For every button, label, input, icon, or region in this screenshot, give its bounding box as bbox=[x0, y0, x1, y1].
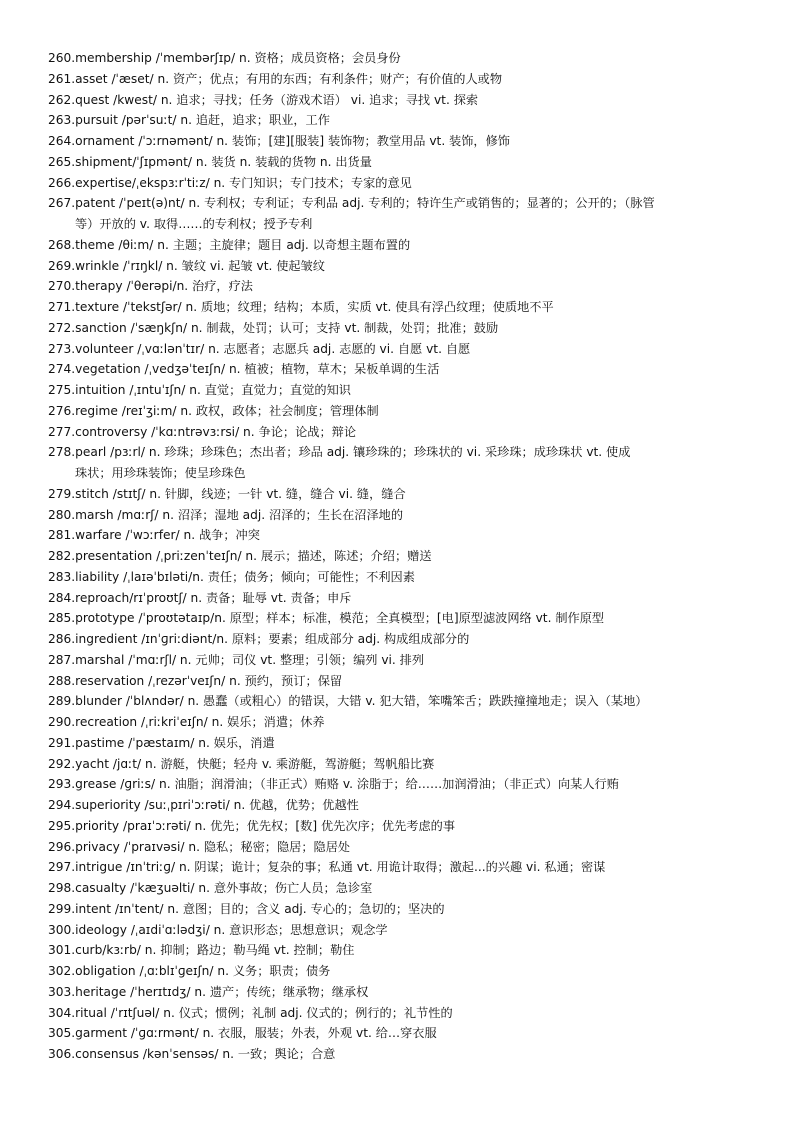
vocab-entry: 274.vegetation /ˌvedʒəˈteɪʃn/ n. 植被；植物，草木；呆板单调的生活 bbox=[48, 362, 440, 377]
vocab-entry: 304.ritual /ˈrɪtʃuəl/ n. 仪式；惯例；礼制 adj. 仪式的；例行的；礼节性的 bbox=[48, 1005, 453, 1020]
vocab-entry: 285.prototype /ˈproʊtətaɪp/n. 原型；样本；标准，模范；全真模型；[电]原型滤波网络 vt. 制作原型 bbox=[48, 611, 605, 626]
vocab-entry: 296.privacy /ˈpraɪvəsi/ n. 隐私；秘密；隐居；隐居处 bbox=[48, 839, 351, 854]
vocab-entry: 288.reservation /ˌrezərˈveɪʃn/ n. 预约，预订；保留 bbox=[48, 673, 343, 688]
vocab-entry: 300.ideology /ˌaɪdiˈɑːlədʒi/ n. 意识形态；思想意识；观念学 bbox=[48, 922, 388, 937]
vocab-entry: 263.pursuit /pərˈsuːt/ n. 追赶，追求；职业，工作 bbox=[48, 113, 330, 128]
vocab-entry: 271.texture /ˈtekstʃər/ n. 质地；纹理；结构；本质，实质 vt. 使具有浮凸纹理；使质地不平 bbox=[48, 300, 554, 314]
vocab-entry: 269.wrinkle /ˈrɪŋkl/ n. 皱纹 vi. 起皱 vt. 使起皱纹 bbox=[48, 258, 325, 273]
vocab-entry: 301.curb/kɜːrb/ n. 抑制；路边；勒马绳 vt. 控制；勒住 bbox=[48, 943, 355, 958]
vocab-entry: 278.pearl /pɜːrl/ n. 珍珠；珍珠色；杰出者；珍品 adj. 镶珍珠的；珍珠状的 vi. 采珍珠；成珍珠状 vt. 使成 bbox=[48, 445, 631, 460]
vocab-entry: 291.pastime /ˈpæstaɪm/ n. 娱乐，消遣 bbox=[48, 735, 275, 750]
vocab-entry: 275.intuition /ˌɪntuˈɪʃn/ n. 直觉；直觉力；直觉的知识 bbox=[48, 383, 351, 397]
vocab-entry: 260.membership /ˈmembərʃɪp/ n. 资格；成员资格；会员身份 bbox=[48, 51, 401, 65]
vocab-entry: 276.regime /reɪˈʒiːm/ n. 政权，政体；社会制度；管理体制 bbox=[48, 403, 379, 418]
vocab-entry: 306.consensus /kənˈsensəs/ n. 一致；舆论；合意 bbox=[48, 1047, 336, 1061]
vocab-entry: 292.yacht /jɑːt/ n. 游艇，快艇；轻舟 v. 乘游艇，驾游艇；驾帆船比赛 bbox=[48, 756, 435, 771]
vocab-entry-continuation: 珠状；用珍珠装饰；使呈珍珠色 bbox=[75, 466, 246, 480]
vocab-entry: 284.reproach/rɪˈproʊtʃ/ n. 责备；耻辱 vt. 责备；申斥 bbox=[48, 590, 352, 605]
vocab-entry: 290.recreation /ˌriːkriˈeɪʃn/ n. 娱乐；消遣；休养 bbox=[48, 715, 325, 729]
vocab-entry: 298.casualty /ˈkæʒuəlti/ n. 意外事故；伤亡人员；急诊室 bbox=[48, 881, 373, 895]
vocab-entry: 303.heritage /ˈherɪtɪdʒ/ n. 遗产；传统；继承物；继承权 bbox=[48, 984, 369, 999]
vocab-entry: 273.volunteer /ˌvɑːlənˈtɪr/ n. 志愿者；志愿兵 adj. 志愿的 vi. 自愿 vt. 自愿 bbox=[48, 341, 471, 356]
vocab-entry: 266.expertise/ˌekspɜːrˈtiːz/ n. 专门知识；专门技术；专家的意见 bbox=[48, 175, 412, 190]
vocab-entry: 293.grease /ɡriːs/ n. 油脂；润滑油；（非正式）贿赂 v. 涂脂于；给……加润滑油；（非正式）向某人行贿 bbox=[48, 777, 619, 792]
vocab-entry: 281.warfare /ˈwɔːrfer/ n. 战争；冲突 bbox=[48, 528, 260, 543]
vocab-entry: 286.ingredient /ɪnˈɡriːdiənt/n. 原料；要素；组成部分 adj. 构成组成部分的 bbox=[48, 632, 470, 646]
vocab-entry: 264.ornament /ˈɔːrnəmənt/ n. 装饰；[建][服装] 装饰物；教堂用品 vt. 装饰，修饰 bbox=[48, 134, 510, 148]
vocab-entry: 272.sanction /ˈsæŋkʃn/ n. 制裁，处罚；认可；支持 vt. 制裁，处罚；批准；鼓励 bbox=[48, 320, 499, 335]
vocab-entry: 262.quest /kwest/ n. 追求；寻找；任务（游戏术语） vi. 追求；寻找 vt. 探索 bbox=[48, 92, 479, 107]
vocab-entry: 279.stitch /stɪtʃ/ n. 针脚，线迹；一针 vt. 缝，缝合 vi. 缝，缝合 bbox=[48, 486, 406, 501]
vocab-entry: 289.blunder /ˈblʌndər/ n. 愚蠢（或粗心）的错误，大错 v. 犯大错，笨嘴笨舌；跌跌撞撞地走；误入（某地） bbox=[48, 694, 648, 709]
vocab-entry: 295.priority /praɪˈɔːrəti/ n. 优先；优先权；[数] 优先次序；优先考虑的事 bbox=[48, 818, 456, 833]
vocab-entry: 268.theme /θiːm/ n. 主题；主旋律；题目 adj. 以奇想主题布置的 bbox=[48, 237, 411, 252]
vocab-entry: 294.superiority /suːˌpɪriˈɔːrəti/ n. 优越，优势；优越性 bbox=[48, 798, 359, 812]
vocab-entry: 299.intent /ɪnˈtent/ n. 意图；目的；含义 adj. 专心的；急切的；坚决的 bbox=[48, 901, 445, 916]
vocab-entry: 305.garment /ˈɡɑːrmənt/ n. 衣服，服装；外表，外观 vt. 给…穿衣服 bbox=[48, 1026, 437, 1041]
vocab-entry: 280.marsh /mɑːrʃ/ n. 沼泽；湿地 adj. 沼泽的；生长在沼泽地的 bbox=[48, 507, 404, 522]
vocab-entry: 265.shipment/ˈʃɪpmənt/ n. 装货 n. 装载的货物 n. 出货量 bbox=[48, 154, 372, 169]
vocab-entry: 302.obligation /ˌɑːblɪˈɡeɪʃn/ n. 义务；职责；债务 bbox=[48, 964, 331, 978]
vocab-entry: 297.intrigue /ɪnˈtriːɡ/ n. 阴谋；诡计；复杂的事；私通 vt. 用诡计取得；激起...的兴趣 vi. 私通；密谋 bbox=[48, 860, 606, 875]
vocab-entry: 267.patent /ˈpeɪt(ə)nt/ n. 专利权；专利证；专利品 adj. 专利的；特许生产或销售的；显著的；公开的；（脉管 bbox=[48, 196, 655, 211]
vocab-entry: 261.asset /ˈæset/ n. 资产；优点；有用的东西；有利条件；财产；有价值的人或物 bbox=[48, 71, 503, 86]
vocabulary-list bbox=[48, 48, 760, 1065]
vocab-entry: 287.marshal /ˈmɑːrʃl/ n. 元帅；司仪 vt. 整理；引领；编列 vi. 排列 bbox=[48, 652, 425, 667]
vocab-entry: 283.liability /ˌlaɪəˈbɪləti/n. 责任；债务；倾向；可能性；不利因素 bbox=[48, 569, 415, 584]
vocab-entry: 270.therapy /ˈθerəpi/n. 治疗，疗法 bbox=[48, 279, 253, 294]
vocab-entry-continuation: 等）开放的 v. 取得……的专利权；授予专利 bbox=[75, 217, 313, 231]
vocab-entry: 277.controversy /ˈkɑːntrəvɜːrsi/ n. 争论；论战；辩论 bbox=[48, 424, 357, 439]
vocab-entry: 282.presentation /ˌpriːzenˈteɪʃn/ n. 展示；描述，陈述；介绍；赠送 bbox=[48, 549, 432, 563]
